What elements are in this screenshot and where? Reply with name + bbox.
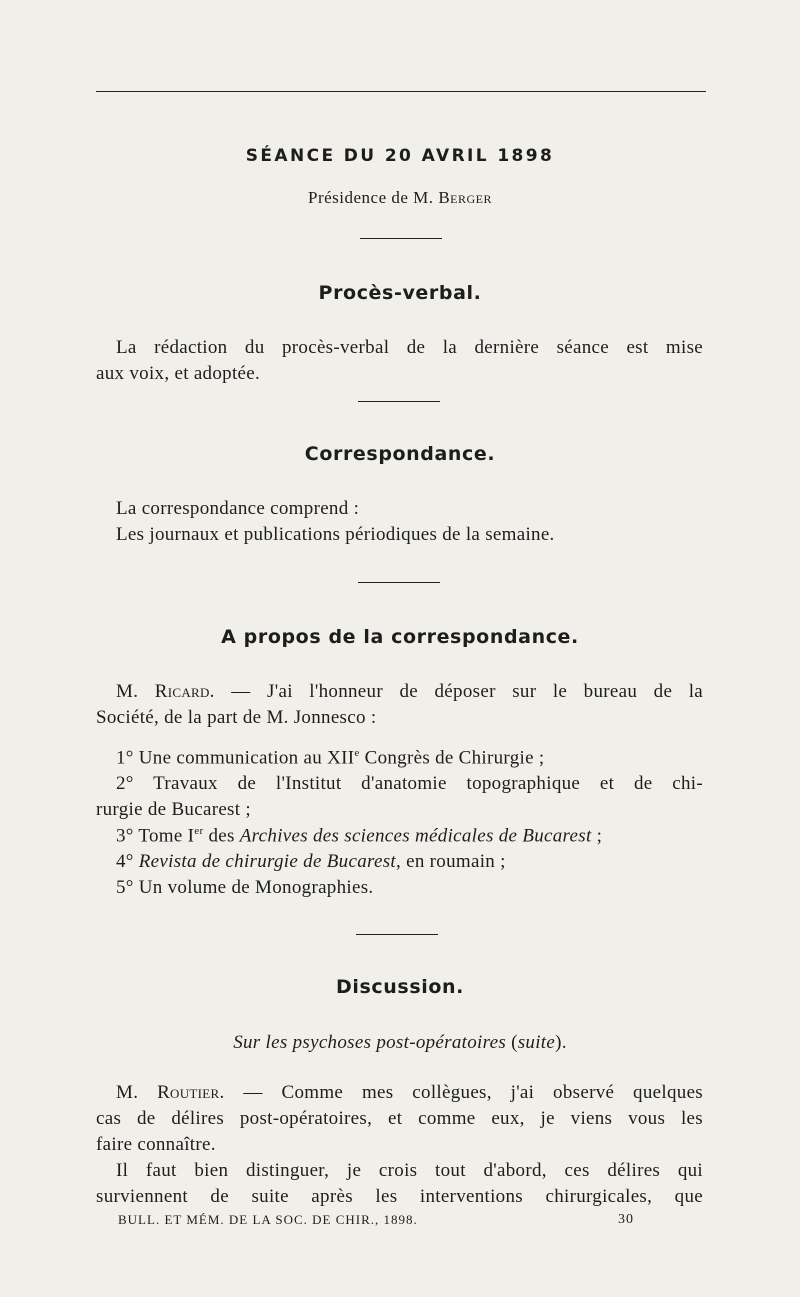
discussion-line-4: Il faut bien distinguer, je crois tout d'abord, ces délires qui (116, 1160, 703, 1181)
presidence-name: Berger (438, 188, 492, 207)
heading-discussion: Discussion. (336, 976, 464, 998)
list-item-1-text-a: Une communication au XII (133, 747, 355, 769)
seance-title: SÉANCE DU 20 AVRIL 1898 (245, 146, 555, 166)
list-item-2-number: 2° (116, 773, 134, 794)
speaker-ricard: M. Ricard. (116, 681, 215, 702)
list-item-1 (116, 747, 544, 769)
list-item-4-number: 4° (116, 851, 134, 872)
discussion-subtitle (0, 1032, 800, 1054)
list-item-1-text-b: Congrès de Chirurgie ; (359, 747, 545, 769)
proces-verbal-line-2: aux voix, et adoptée. (96, 363, 261, 384)
separator-4 (356, 934, 438, 935)
discussion-subtitle-paren: ( (506, 1032, 518, 1053)
presidence-line (0, 188, 800, 208)
list-item-4-italic: Revista de chirurgie de Bucarest (133, 851, 396, 872)
discussion-line-5: surviennent de suite après les interventions chirurgicales, que (96, 1186, 703, 1207)
list-item-1-sup: e (354, 747, 360, 759)
discussion-line-1-text: — Comme mes collègues, j'ai observé quelques (224, 1082, 703, 1103)
list-item-5-number: 5° (116, 877, 134, 898)
heading-correspondance: Correspondance. (304, 443, 496, 465)
list-item-3-text-a: Tome I (133, 825, 195, 847)
correspondance-line-2: Les journaux et publications périodiques de la semaine. (116, 524, 555, 545)
discussion-subtitle-italic: Sur les psychoses post-opératoires (233, 1032, 507, 1053)
list-item-4-text-b: , en roumain ; (395, 851, 506, 872)
list-item-3-text-c: ; (591, 825, 603, 847)
a-propos-line-2: Société, de la part de M. Jonnesco : (96, 707, 377, 728)
separator-1 (360, 238, 442, 239)
proces-verbal-line-1: La rédaction du procès-verbal de la dernière séance est mise (116, 337, 703, 358)
discussion-line-3: faire connaître. (96, 1134, 216, 1155)
list-item-4 (116, 851, 506, 873)
top-rule (96, 91, 706, 92)
heading-a-propos: A propos de la correspondance. (221, 626, 579, 648)
list-item-3 (116, 825, 602, 847)
discussion-line-1 (116, 1082, 703, 1104)
list-item-5-text-a: Un volume de Monographies. (133, 877, 374, 898)
list-item-2 (116, 773, 703, 795)
list-item-3-number: 3° (116, 825, 134, 847)
list-item-2-text-a: Travaux de l'Institut d'anatomie topographique et de chi- (133, 773, 703, 794)
discussion-subtitle-suite: suite (517, 1032, 556, 1053)
list-item-3-sup: er (194, 825, 204, 837)
separator-2 (358, 401, 440, 402)
list-item-5 (116, 877, 373, 899)
presidence-prefix: Présidence de M. (308, 188, 434, 207)
a-propos-line-1-text: — J'ai l'honneur de déposer sur le bureau de la (214, 681, 704, 702)
discussion-subtitle-end: ). (555, 1032, 567, 1053)
list-item-3-text-b: des (203, 825, 240, 847)
separator-3 (358, 582, 440, 583)
correspondance-line-1: La correspondance comprend : (116, 498, 360, 519)
list-item-3-italic: Archives des sciences médicales de Bucarest (239, 825, 592, 847)
a-propos-line-1 (116, 681, 703, 703)
footer-journal: BULL. ET MÉM. DE LA SOC. DE CHIR., 1898. (118, 1212, 418, 1227)
speaker-routier: M. Routier. (116, 1082, 225, 1103)
list-item-1-number: 1° (116, 747, 134, 769)
heading-proces-verbal: Procès-verbal. (318, 282, 482, 304)
list-item-2-continued: rurgie de Bucarest ; (96, 799, 251, 820)
footer-page-number: 30 (618, 1212, 634, 1227)
discussion-line-2: cas de délires post-opératoires, et comme eux, je viens vous les (96, 1108, 703, 1129)
